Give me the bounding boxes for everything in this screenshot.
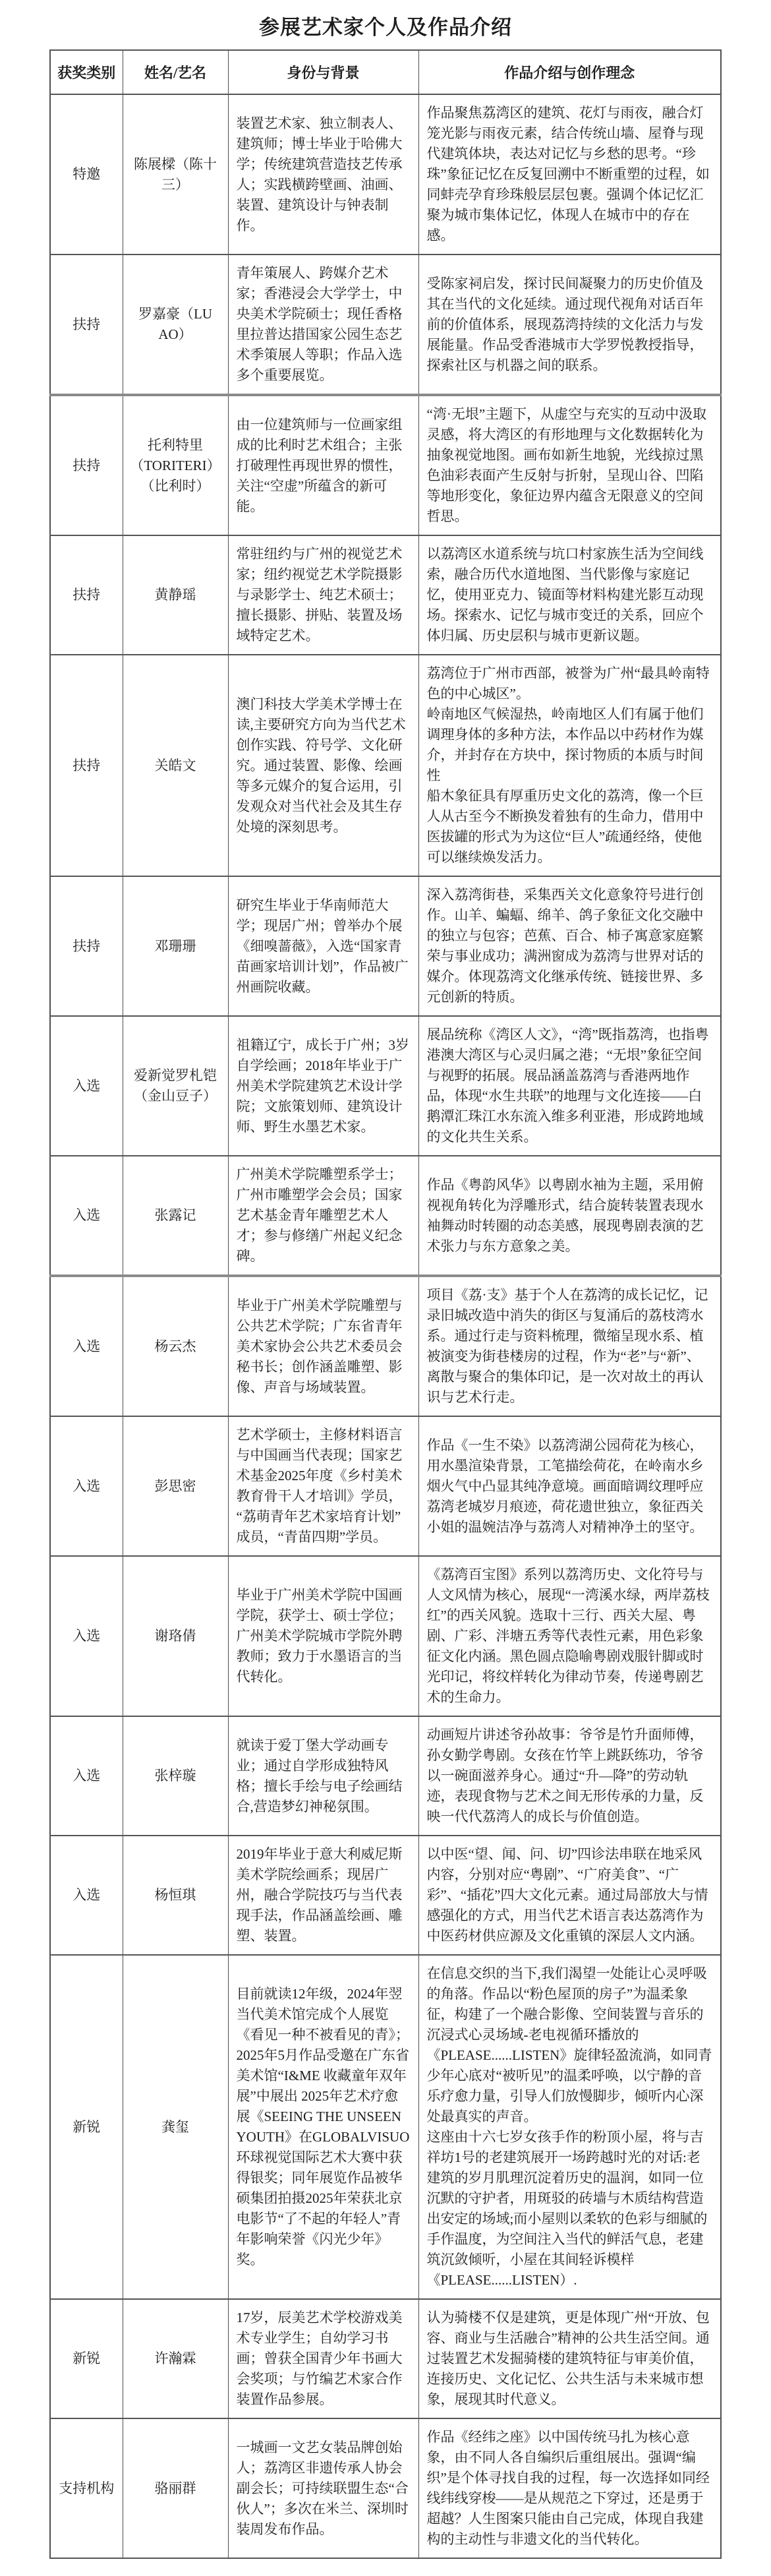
award-category-cell: 特邀 (50, 94, 123, 255)
concept-cell (418, 2418, 721, 2558)
background-cell: 装置艺术家、独立制表人、建筑师；博士毕业于哈佛大学；传统建筑营造技艺传承人；实践横跨壁画、油画、装置、建筑设计与钟表制作。 (228, 94, 418, 255)
concept-paragraph: 这座由十六七岁女孩手作的粉顶小屋，将与吉祥坊1号的老建筑展开一场跨越时光的对话:老建筑的岁月肌理沉淀着历史的温润，如同一位沉默的守护者，用斑驳的砖墙与木质结构营造出安定的场域;而小屋则以柔软的色彩与细腻的手作温度，为空间注入当代的鲜活气息，老建筑沉敛倾听，小屋在其间轻诉模样《PLEASE......LISTEN）. (426, 2129, 708, 2288)
artist-name-cell: 罗嘉豪（LU AO） (123, 255, 228, 395)
award-category-cell: 新锐 (50, 1955, 123, 2299)
artist-name-cell: 许瀚霖 (123, 2299, 228, 2418)
background-cell: 艺术学硕士，主修材料语言与中国画当代表现；国家艺术基金2025年度《乡村美术教育骨干人才培训》学员，“荔萌青年艺术家培育计划”成员，“青苗四期”学员。 (228, 1416, 418, 1556)
background-cell: 毕业于广州美术学院雕塑与公共艺术学院；广东省青年美术家协会公共艺术委员会秘书长；创作涵盖雕塑、影像、声音与场域装置。 (228, 1276, 418, 1416)
award-category-cell: 扶持 (50, 876, 123, 1016)
award-category-cell: 扶持 (50, 395, 123, 535)
concept-cell (418, 1955, 721, 2299)
table-row (50, 655, 721, 876)
table-row (50, 1556, 721, 1716)
artists-table (49, 49, 722, 2559)
concept-paragraph: 认为骑楼不仅是建筑，更是体现广州“开放、包容、商业与生活融合”精神的公共生活空间。通过装置艺术发掘骑楼的建筑特征与审美价值，连接历史、文化记忆、公共生活与未来城市想象，展现其时代意义。 (426, 2310, 710, 2407)
concept-cell (418, 1716, 721, 1836)
concept-cell (418, 2299, 721, 2418)
table-row (50, 395, 721, 535)
concept-cell (418, 655, 721, 876)
concept-cell (418, 395, 721, 535)
header-background: 身份与背景 (228, 50, 418, 94)
concept-paragraph: 作品《经纬之座》以中国传统马扎为核心意象，由不同人各自编织后重组展出。强调“编织”是个体寻找自我的过程，每一次选择如同经线纬线穿梭——是从规范之下穿过，还是勇于超越？人生图案只能由自己完成，体现自我建构的主动性与非遗文化的当代转化。 (426, 2429, 710, 2547)
background-cell: 17岁，辰美艺术学校游戏美术专业学生；自幼学习书画；曾获全国青少年书画大会奖项；与竹编艺术家合作装置作品参展。 (228, 2299, 418, 2418)
award-category-cell: 入选 (50, 1016, 123, 1156)
concept-cell (418, 94, 721, 255)
award-category-cell: 入选 (50, 1556, 123, 1716)
background-cell: 就读于爱丁堡大学动画专业；通过自学形成独特风格；擅长手绘与电子绘画结合,营造梦幻神秘氛围。 (228, 1716, 418, 1836)
background-cell: 广州美术学院雕塑系学士；广州市雕塑学会会员；国家艺术基金青年雕塑艺术人才；参与修缮广州起义纪念碑。 (228, 1156, 418, 1276)
artist-name-cell: 陈展樑（陈十三） (123, 94, 228, 255)
concept-paragraph: “湾·无垠”主题下，从虚空与充实的互动中汲取灵感，将大湾区的有形地理与文化数据转化为抽象视觉地图。画布如新生地貌，光线掠过黑色油彩表面产生反射与折射，呈现山谷、凹陷等地形变化，象征边界内蕴含无限意义的空间哲思。 (426, 406, 707, 524)
concept-cell (418, 1016, 721, 1156)
award-category-cell: 扶持 (50, 535, 123, 655)
concept-paragraph: 作品《粤韵风华》以粤剧水袖为主题，采用俯视视角转化为浮雕形式，结合旋转装置表现水袖舞动时转圈的动态美感，展现粤剧表演的艺术张力与东方意象之美。 (426, 1176, 704, 1254)
table-row (50, 1716, 721, 1836)
background-cell: 毕业于广州美术学院中国画学院，获学士、硕士学位；广州美术学院城市学院外聘教师；致力于水墨语言的当代转化。 (228, 1556, 418, 1716)
artist-name-cell: 关皓文 (123, 655, 228, 876)
artist-name-cell: 杨云杰 (123, 1276, 228, 1416)
table-row (50, 1836, 721, 1955)
background-cell: 一城画一文艺女装品牌创始人；荔湾区非遗传承人协会副会长；可持续联盟生态“合伙人”；多次在米兰、深圳时装周发布作品。 (228, 2418, 418, 2558)
artist-name-cell: 彭思密 (123, 1416, 228, 1556)
background-cell: 研究生毕业于华南师范大学；现居广州；曾举办个展《细嗅蔷薇》，入选“国家青苗画家培训计划”，作品被广州画院收藏。 (228, 876, 418, 1016)
concept-paragraph: 以中医“望、闻、问、切”四诊法串联在地采风内容，分别对应“粤剧”、“广府美食”、“广彩”、“插花”四大文化元素。通过局部放大与情感强化的方式，用当代艺术语言表达荔湾作为中医药材供应源及文化重镇的深层人文内涵。 (426, 1846, 708, 1944)
table-row (50, 1416, 721, 1556)
header-artist-name: 姓名/艺名 (123, 50, 228, 94)
background-cell: 常驻纽约与广州的视觉艺术家；纽约视觉艺术学院摄影与录影学士、纯艺术硕士；擅长摄影、拼贴、装置及场域特定艺术。 (228, 535, 418, 655)
award-category-cell: 新锐 (50, 2299, 123, 2418)
table-row (50, 876, 721, 1016)
concept-paragraph: 船木象征具有厚重历史文化的荔湾，像一个巨人从古至今不断换发着独有的生命力，借用中医拔罐的形式为为这位“巨人”疏通经络，使他可以继续焕发活力。 (426, 788, 704, 865)
concept-cell (418, 1836, 721, 1955)
table-row (50, 2418, 721, 2558)
table-row (50, 1016, 721, 1156)
background-cell: 目前就读12年级，2024年翌当代美术馆完成个人展览《看见一种不被看见的青》；2025年5月作品受邀在广东省美术馆“I&ME 收藏童年双年展”中展出 2025年艺术疗愈展《SEEING THE UNSEEN YOUTH》在GLOBALVISUO环球视觉国际艺术大赛中获得银奖；同年展览作品被华硕集团拍摄2025年荣获北京电影节“了不起的年轻人”青年影响荣誉《闪光少年》奖。 (228, 1955, 418, 2299)
header-award-category: 获奖类别 (50, 50, 123, 94)
artist-name-cell: 托利特里（TORITERI）（比利时） (123, 395, 228, 535)
award-category-cell: 入选 (50, 1416, 123, 1556)
background-cell: 2019年毕业于意大利威尼斯美术学院绘画系；现居广州，融合学院技巧与当代表现手法，作品涵盖绘画、雕塑、装置。 (228, 1836, 418, 1955)
award-category-cell: 扶持 (50, 655, 123, 876)
artist-name-cell: 邓珊珊 (123, 876, 228, 1016)
artist-name-cell: 爱新觉罗札铠（金山豆子） (123, 1016, 228, 1156)
concept-paragraph: 作品聚焦荔湾区的建筑、花灯与雨夜，融合灯笼光影与雨夜元素，结合传统山墙、屋脊与现代建筑体块，表达对记忆与乡愁的思考。“珍珠”象征记忆在反复回溯中不断重塑的过程，如同蚌壳孕育珍珠般层层包裹。强调个体记忆汇聚为城市集体记忆，体现人在城市中的存在感。 (426, 105, 710, 243)
header-concept: 作品介绍与创作理念 (418, 50, 721, 94)
concept-paragraph: 岭南地区气候湿热，岭南地区人们有属于他们调理身体的多种方法，本作品以中药材作为媒介，并封存在方块中，探讨物质的本质与时间性 (426, 706, 704, 783)
background-cell: 澳门科技大学美术学博士在读,主要研究方向为当代艺术创作实践、符号学、文化研究。通过装置、影像、绘画等多元媒介的复合运用，引发观众对当代社会及其生存处境的深刻思考。 (228, 655, 418, 876)
artist-name-cell: 谢珞倩 (123, 1556, 228, 1716)
concept-paragraph: 在信息交织的当下,我们渴望一处能让心灵呼吸的角落。作品以“粉色屋顶的房子”为温柔象征，构建了一个融合影像、空间装置与音乐的沉浸式心灵场域-老电视循环播放的《PLEASE......LISTEN》旋律轻盈流淌，如同青少年心底对“被听见”的温柔呼唤，以宁静的音乐疗愈力量，引导人们放慢脚步，倾听内心深处最真实的声音。 (426, 1965, 712, 2124)
award-category-cell: 入选 (50, 1156, 123, 1276)
concept-cell (418, 255, 721, 395)
artist-name-cell: 杨恒琪 (123, 1836, 228, 1955)
table-row (50, 1156, 721, 1276)
table-body (50, 94, 721, 2558)
concept-paragraph: 动画短片讲述爷孙故事：爷爷是竹升面师傅，孙女勤学粤剧。女孩在竹竿上跳跃练功，爷爷以一碗面滋养身心。通过“升—降”的劳动轨迹，表现食物与艺术之间无形传承的力量，反映一代代荔湾人的成长与价值创造。 (426, 1727, 704, 1824)
artist-name-cell: 骆丽群 (123, 2418, 228, 2558)
award-category-cell: 入选 (50, 1836, 123, 1955)
concept-cell (418, 1276, 721, 1416)
award-category-cell: 支持机构 (50, 2418, 123, 2558)
concept-paragraph: 展品统称《湾区人文》，“湾”既指荔湾，也指粤港澳大湾区与心灵归属之港；“无垠”象征空间与视野的拓展。展品涵盖荔湾与香港两地作品，体现“水生共联”的地理与文化连接——白鹅潭汇珠江水东流入维多利亚港，形成跨地域的文化共生关系。 (426, 1027, 709, 1145)
concept-paragraph: 荔湾位于广州市西部，被誉为广州“最具岭南特色的中心城区”。 (426, 665, 710, 702)
page-title: 参展艺术家个人及作品介绍 (259, 16, 512, 39)
background-cell: 祖籍辽宁，成长于广州；3岁自学绘画；2018年毕业于广州美术学院建筑艺术设计学院；文旅策划师、建筑设计师、野生水墨艺术家。 (228, 1016, 418, 1156)
table-row (50, 255, 721, 395)
background-cell: 青年策展人、跨媒介艺术家；香港浸会大学学士，中央美术学院硕士；现任香格里拉普达措国家公园生态艺术季策展人等职；作品入选多个重要展览。 (228, 255, 418, 395)
bottom-spacer (0, 2559, 771, 2576)
concept-paragraph: 受陈家祠启发，探讨民间凝聚力的历史价值及其在当代的文化延续。通过现代视角对话百年前的价值体系，展现荔湾持续的文化活力与发展能量。作品受香港城市大学罗悦教授指导，探索社区与机器之间的联系。 (426, 275, 704, 373)
concept-cell (418, 535, 721, 655)
award-category-cell: 扶持 (50, 255, 123, 395)
concept-paragraph: 深入荔湾街巷，采集西关文化意象符号进行创作。山羊、蝙蝠、绵羊、鸽子象征文化交融中的独立与包容；芭蕉、百合、柿子寓意家庭繁荣与事业成功；满洲窗成为荔湾与世界对话的媒介。体现荔湾文化继承传统、链接世界、多元创新的特质。 (426, 887, 704, 1005)
table-row (50, 94, 721, 255)
table-row (50, 1955, 721, 2299)
header-row (50, 50, 721, 94)
table-row (50, 535, 721, 655)
table-header (50, 50, 721, 94)
table-row (50, 1276, 721, 1416)
concept-paragraph: 作品《一生不染》以荔湾湖公园荷花为核心，用水墨渲染背景，工笔描绘荷花，在岭南水乡烟火气中凸显其纯净意境。画面暗调纹理呼应荔湾老城岁月痕迹，荷花遗世独立，象征西关小姐的温婉洁净与荔湾人对精神净土的坚守。 (426, 1437, 704, 1535)
table-row (50, 2299, 721, 2418)
artist-name-cell: 张露记 (123, 1156, 228, 1276)
artist-name-cell: 龚玺 (123, 1955, 228, 2299)
concept-paragraph: 以荔湾区水道系统与坑口村家族生活为空间线索，融合历代水道地图、当代影像与家庭记忆，使用亚克力、镜面等材料构建光影互动现场。探索水、记忆与城市变迁的关系，回应个体归属、历史层积与城市更新议题。 (426, 546, 704, 644)
concept-cell (418, 1416, 721, 1556)
artist-name-cell: 张梓璇 (123, 1716, 228, 1836)
concept-cell (418, 1556, 721, 1716)
award-category-cell: 入选 (50, 1716, 123, 1836)
concept-paragraph: 项目《荔·支》基于个人在荔湾的成长记忆，记录旧城改造中消失的街区与复涌后的荔枝湾水系。通过行走与资料梳理，微缩呈现水系、植被演变为街巷楼房的过程，作为“老”与“新”、离散与聚合的集体印记，是一次对故土的再认识与艺术行走。 (426, 1287, 708, 1405)
concept-cell (418, 1156, 721, 1276)
concept-cell (418, 876, 721, 1016)
award-category-cell: 入选 (50, 1276, 123, 1416)
background-cell: 由一位建筑师与一位画家组成的比利时艺术组合；主张打破理性再现世界的惯性，关注“空虚”所蕴含的新可能。 (228, 395, 418, 535)
artist-name-cell: 黄静瑶 (123, 535, 228, 655)
concept-paragraph: 《荔湾百宝图》系列以荔湾历史、文化符号与人文风情为核心，展现“一湾溪水绿，两岸荔枝红”的西关风貌。选取十三行、西关大屋、粤剧、广彩、泮塘五秀等代表性元素，用色彩象征文化内涵。黑色圆点隐喻粤剧戏服针脚或时光印记，将纹样转化为律动节奏，传递粤剧艺术的生命力。 (426, 1567, 710, 1705)
